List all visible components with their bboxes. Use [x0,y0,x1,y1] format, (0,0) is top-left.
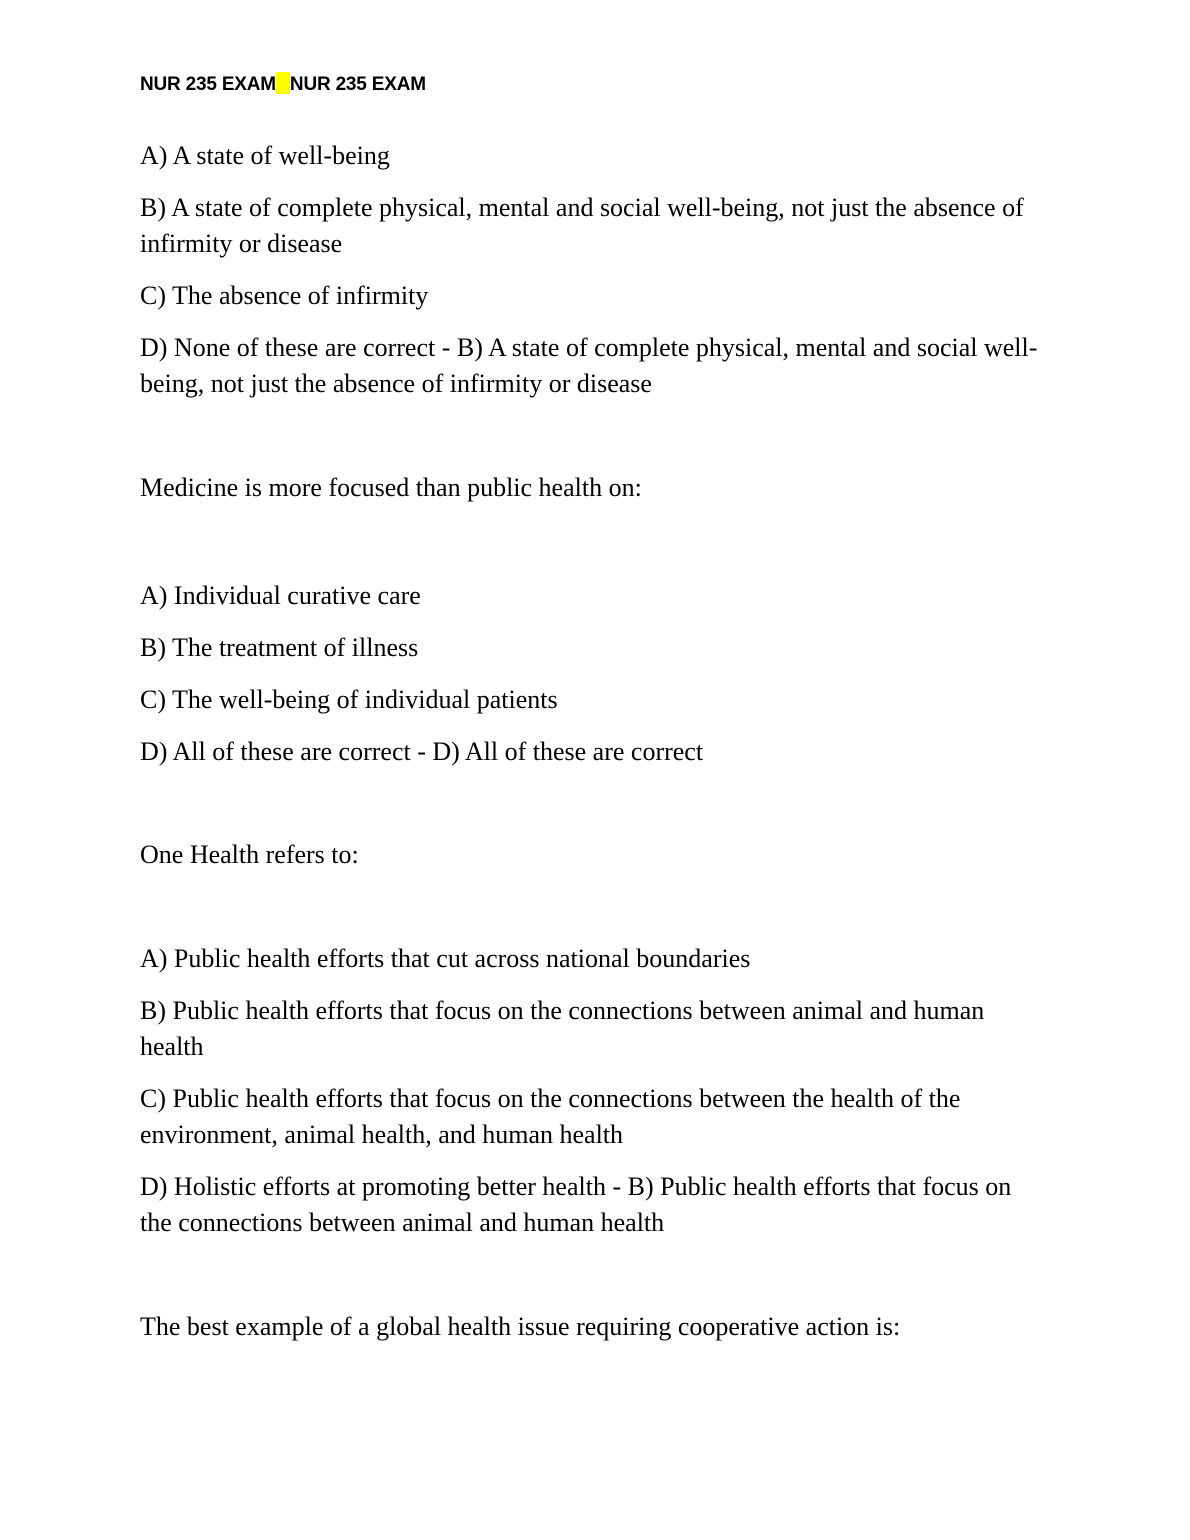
option-d-with-answer: D) Holistic efforts at promoting better health - B) Public health efforts that focus on the connections between animal and human health [140,1172,1012,1237]
highlight-mark [276,72,290,94]
option-a: A) Individual curative care [140,581,421,610]
option-c: C) The well-being of individual patients [140,685,558,714]
page-header [140,72,426,96]
question-text: Medicine is more focused than public health on: [140,473,642,502]
question-text: The best example of a global health issue requiring cooperative action is: [140,1312,901,1341]
option-a: A) Public health efforts that cut across national boundaries [140,944,751,973]
header-title-left: NUR 235 EXAM [140,74,276,95]
option-b: B) A state of complete physical, mental and social well-being, not just the absence of infirmity or disease [140,193,1024,258]
option-b: B) The treatment of illness [140,633,419,662]
header-title-right: NUR 235 EXAM [289,74,426,95]
option-d-with-answer: D) None of these are correct - B) A state of complete physical, mental and social well-being, not just the absence of infirmity or disease [140,333,1038,398]
option-a: A) A state of well-being [140,141,390,170]
option-b: B) Public health efforts that focus on the connections between animal and human health [140,996,985,1061]
option-c: C) The absence of infirmity [140,281,429,310]
question-text: One Health refers to: [140,840,359,869]
document-body [140,138,1045,1345]
option-c: C) Public health efforts that focus on the connections between the health of the environment, animal health, and human health [140,1084,961,1149]
option-d-with-answer: D) All of these are correct - D) All of these are correct [140,737,704,766]
